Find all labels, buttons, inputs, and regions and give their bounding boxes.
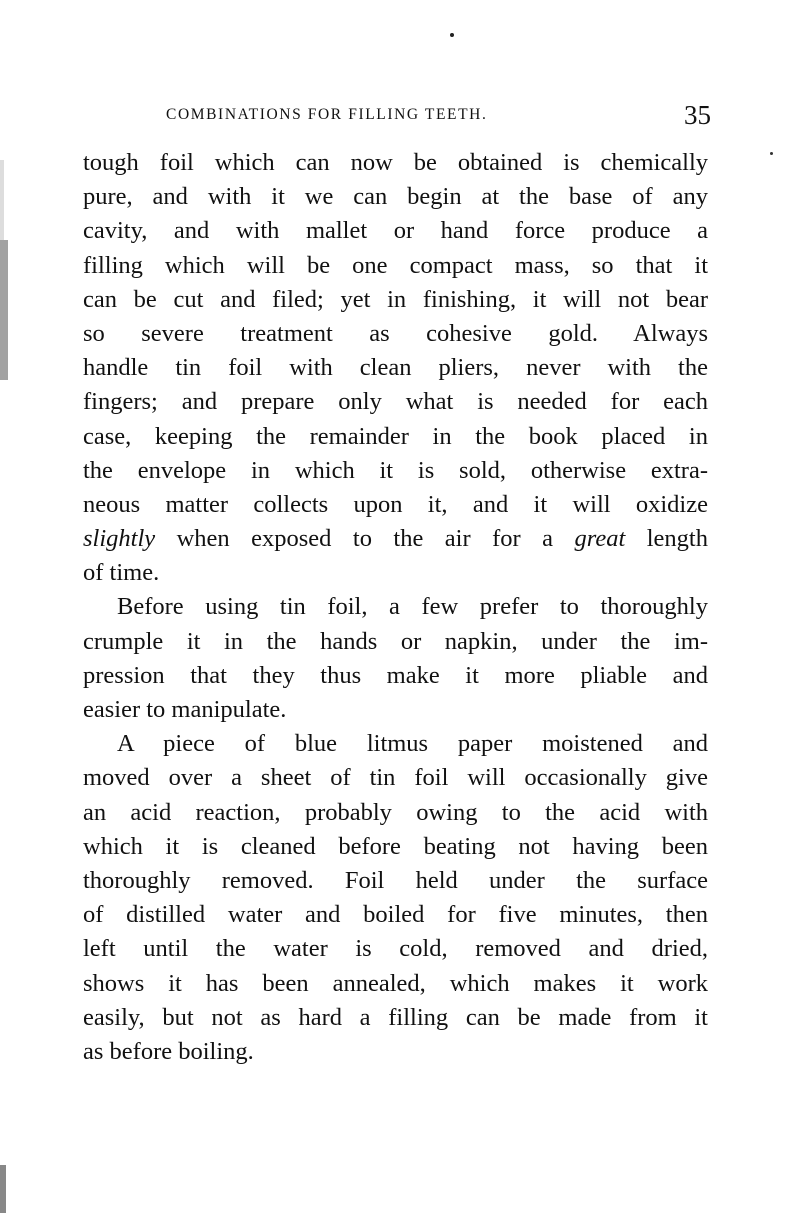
text-line xyxy=(83,659,708,693)
text-line xyxy=(83,249,708,283)
text-segment: shows it has been annealed, which makes it work xyxy=(83,969,708,997)
scan-binding-shadow xyxy=(0,160,4,240)
text-line xyxy=(83,761,708,795)
text-segment: left until the water is cold, removed and dried, xyxy=(83,935,708,963)
text-line xyxy=(83,351,708,385)
page-header xyxy=(166,100,711,134)
text-segment: handle tin foil with clean pliers, never with the xyxy=(83,354,708,382)
text-line xyxy=(83,967,708,1001)
text-segment: pression that they thus make it more pliable and xyxy=(83,661,708,689)
text-line xyxy=(83,796,708,830)
text-line xyxy=(83,488,708,522)
text-line xyxy=(83,283,708,317)
text-line xyxy=(83,1001,708,1035)
text-line xyxy=(83,898,708,932)
text-segment: Before using tin foil, a few prefer to thoroughly xyxy=(117,593,708,621)
italic-text: great xyxy=(574,525,626,553)
text-line xyxy=(83,522,708,556)
italic-text: slightly xyxy=(83,525,156,553)
text-segment: cavity, and with mallet or hand force produce a xyxy=(83,217,708,245)
text-line xyxy=(83,180,708,214)
text-segment: filling which will be one compact mass, so that it xyxy=(83,251,708,279)
text-line xyxy=(83,317,708,351)
text-segment: when exposed to the air for a xyxy=(155,525,575,553)
text-line xyxy=(83,1035,708,1069)
text-line xyxy=(83,625,708,659)
text-line xyxy=(83,830,708,864)
text-line xyxy=(83,932,708,966)
text-line xyxy=(83,556,708,590)
text-segment: an acid reaction, probably owing to the acid with xyxy=(83,798,708,826)
text-segment: of distilled water and boiled for five minutes, then xyxy=(83,901,708,929)
scan-binding-shadow xyxy=(0,1165,6,1213)
text-segment: of time. xyxy=(83,559,160,587)
scan-speck xyxy=(770,152,773,155)
text-line xyxy=(83,693,708,727)
text-line xyxy=(83,454,708,488)
text-segment: thoroughly removed. Foil held under the surface xyxy=(83,866,708,894)
text-segment: length xyxy=(625,525,708,553)
text-segment: as before boiling. xyxy=(83,1037,254,1065)
text-segment: which it is cleaned before beating not having been xyxy=(83,832,708,860)
text-segment: crumple it in the hands or napkin, under the im- xyxy=(83,627,708,655)
text-line xyxy=(83,590,708,624)
text-segment: tough foil which can now be obtained is chemically xyxy=(83,149,708,176)
text-segment: neous matter collects upon it, and it will oxidize xyxy=(83,490,708,518)
text-segment: the envelope in which it is sold, otherwise extra- xyxy=(83,456,708,484)
text-segment: can be cut and filed; yet in finishing, it will not bear xyxy=(83,285,708,313)
text-segment: case, keeping the remainder in the book placed in xyxy=(83,422,708,450)
text-line xyxy=(83,420,708,454)
text-line xyxy=(83,727,708,761)
text-segment: easily, but not as hard a filling can be made from it xyxy=(83,1003,708,1031)
scan-binding-shadow xyxy=(0,240,8,380)
text-segment: so severe treatment as cohesive gold. Always xyxy=(83,319,708,347)
text-line xyxy=(83,864,708,898)
text-segment: A piece of blue litmus paper moistened and xyxy=(117,730,708,758)
text-segment: easier to manipulate. xyxy=(83,696,287,723)
scan-speck xyxy=(450,33,454,37)
running-title: COMBINATIONS FOR FILLING TEETH. xyxy=(166,106,488,123)
text-segment: fingers; and prepare only what is needed for each xyxy=(83,388,708,416)
text-line xyxy=(83,214,708,248)
text-segment: moved over a sheet of tin foil will occasionally give xyxy=(83,764,708,792)
text-line xyxy=(83,146,708,180)
text-line xyxy=(83,385,708,419)
body-text xyxy=(83,146,708,1069)
text-segment: pure, and with it we can begin at the base of any xyxy=(83,183,708,211)
page-number: 35 xyxy=(684,100,711,130)
